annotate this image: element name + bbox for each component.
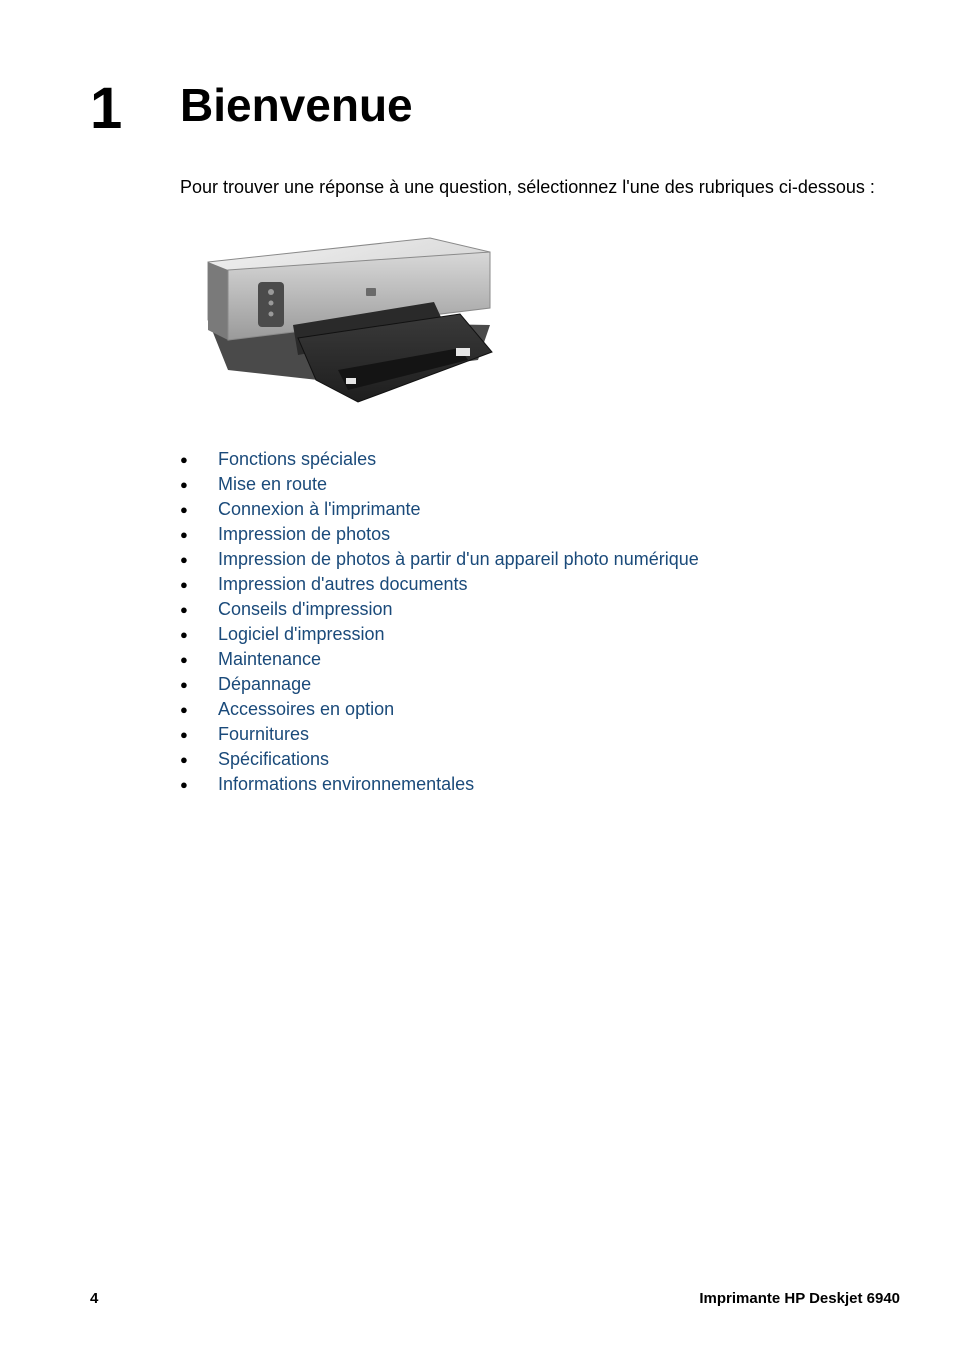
list-item xyxy=(180,672,699,697)
chapter-title: Bienvenue xyxy=(180,79,413,131)
topic-link[interactable]: Mise en route xyxy=(218,474,328,494)
list-item xyxy=(180,697,699,722)
topic-link[interactable]: Maintenance xyxy=(218,649,322,669)
bullet-icon: ● xyxy=(180,452,188,467)
topic-link[interactable]: Dépannage xyxy=(218,674,312,694)
chapter-number: 1 xyxy=(90,76,123,141)
list-item xyxy=(180,447,699,472)
bullet-icon: ● xyxy=(180,702,188,717)
topic-link[interactable]: Conseils d'impression xyxy=(218,599,393,619)
bullet-icon: ● xyxy=(180,602,188,617)
topic-link[interactable]: Impression de photos à partir d'un appareil photo numérique xyxy=(218,549,699,569)
list-item xyxy=(180,472,699,497)
topic-link[interactable]: Logiciel d'impression xyxy=(218,624,385,644)
topic-link[interactable]: Connexion à l'imprimante xyxy=(218,499,421,519)
bullet-icon: ● xyxy=(180,477,188,492)
footer-page-number: 4 xyxy=(90,1290,99,1307)
bullet-icon: ● xyxy=(180,727,188,742)
list-item xyxy=(180,547,699,572)
bullet-icon: ● xyxy=(180,627,188,642)
bullet-icon: ● xyxy=(180,502,188,517)
topic-link[interactable]: Fonctions spéciales xyxy=(218,449,377,469)
bullet-icon: ● xyxy=(180,777,188,792)
list-item xyxy=(180,722,699,747)
list-item xyxy=(180,572,699,597)
bullet-icon: ● xyxy=(180,677,188,692)
topic-link[interactable]: Accessoires en option xyxy=(218,699,395,719)
topic-link[interactable]: Impression de photos xyxy=(218,524,391,544)
topic-list xyxy=(180,447,699,797)
topic-link[interactable]: Impression d'autres documents xyxy=(218,574,468,594)
topic-link[interactable]: Informations environnementales xyxy=(218,774,475,794)
bullet-icon: ● xyxy=(180,652,188,667)
list-item xyxy=(180,647,699,672)
bullet-icon: ● xyxy=(180,577,188,592)
intro-text: Pour trouver une réponse à une question, sélectionnez l'une des rubriques ci-dessous : xyxy=(180,177,875,197)
list-item xyxy=(180,522,699,547)
list-item xyxy=(180,497,699,522)
topic-link[interactable]: Spécifications xyxy=(218,749,330,769)
list-item xyxy=(180,772,699,797)
footer-product-title: Imprimante HP Deskjet 6940 xyxy=(699,1290,900,1307)
topic-link[interactable]: Fournitures xyxy=(218,724,310,744)
printer-illustration xyxy=(198,230,498,410)
bullet-icon: ● xyxy=(180,527,188,542)
list-item xyxy=(180,747,699,772)
list-item xyxy=(180,622,699,647)
bullet-icon: ● xyxy=(180,752,188,767)
list-item xyxy=(180,597,699,622)
bullet-icon: ● xyxy=(180,552,188,567)
